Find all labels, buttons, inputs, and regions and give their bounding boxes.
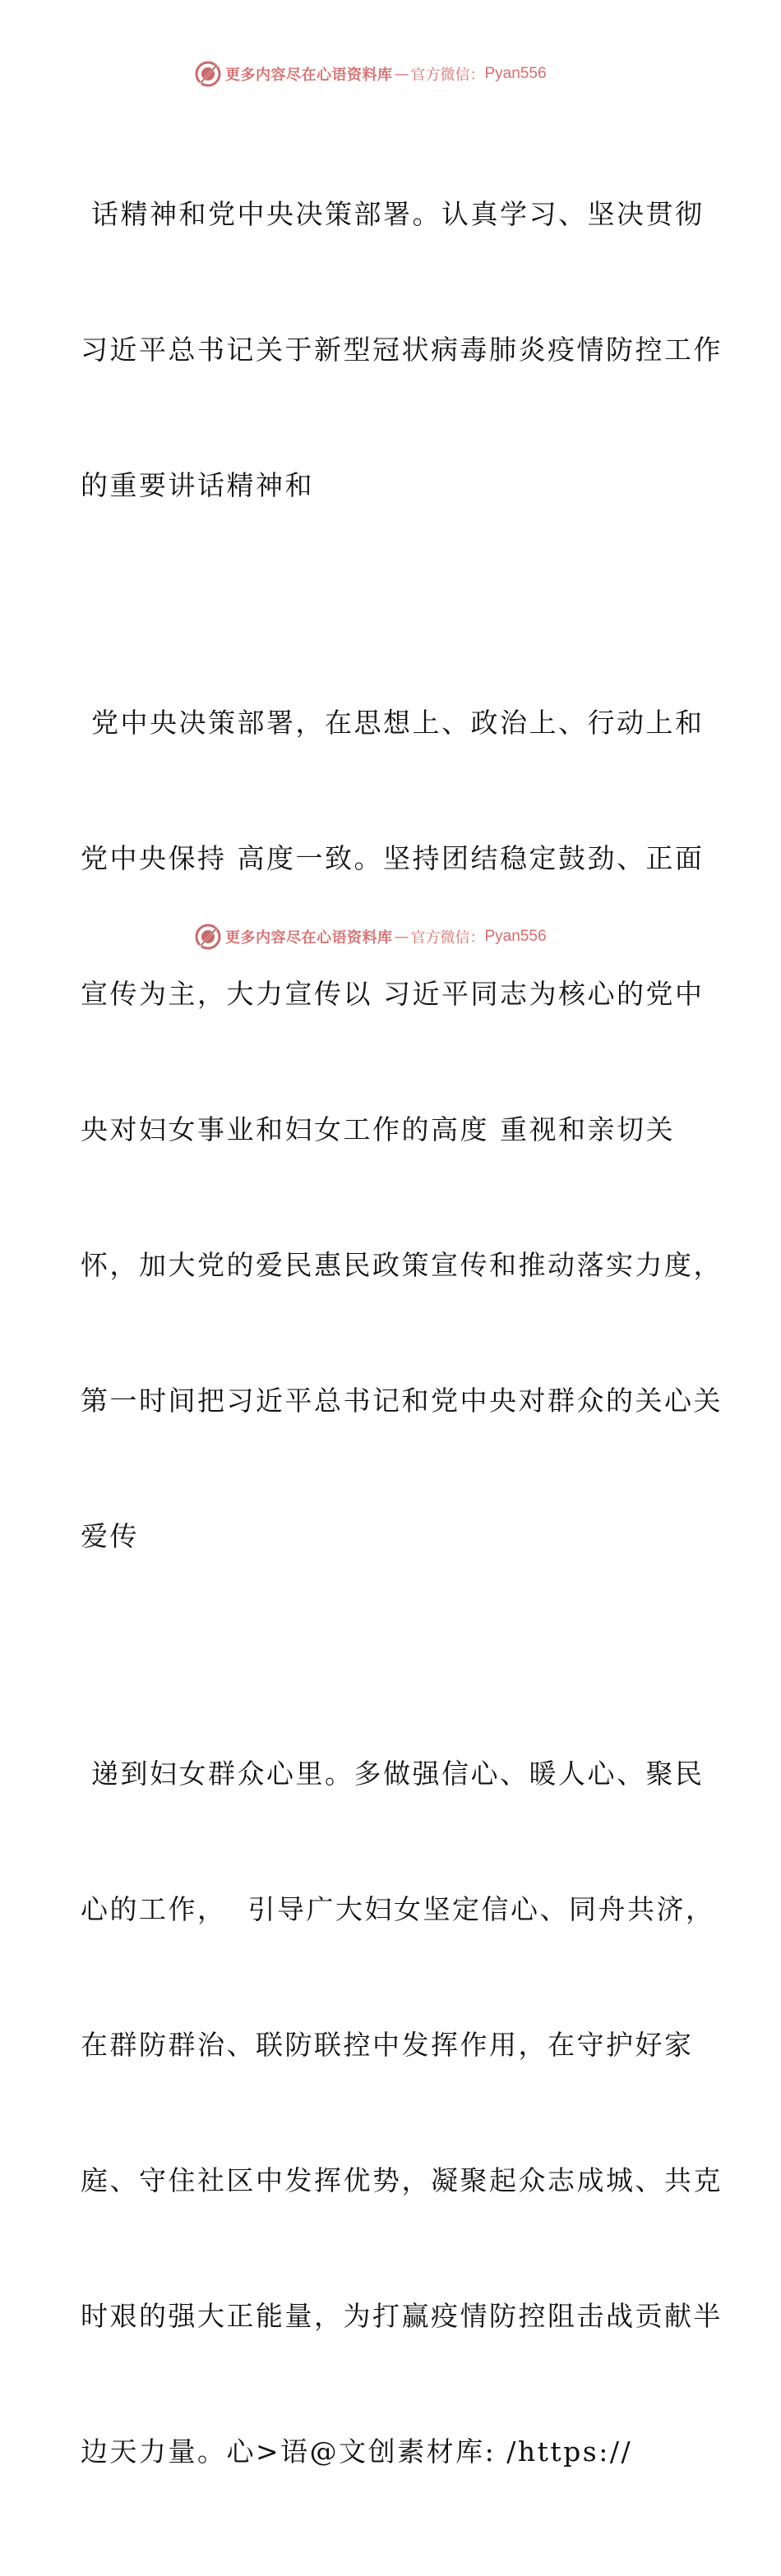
banner-wechat-id: Pyan556 bbox=[484, 928, 547, 945]
paragraph-1 bbox=[81, 101, 723, 598]
text-line: 党中央保持 高度一致。坚持团结稳定鼓劲、正面 bbox=[81, 842, 705, 874]
paragraph-3 bbox=[81, 1661, 723, 2564]
text-line: 习近平总书记关于新型冠状病毒肺炎疫情防控工作 bbox=[81, 334, 723, 366]
text-line: 递到妇女群众心里。多做强信心、暖人心、聚民 bbox=[81, 1758, 705, 1790]
text-line: 宣传为主，大力宣传以 习近平同志为核心的党中 bbox=[81, 978, 705, 1010]
banner-separator: — bbox=[394, 65, 409, 83]
banner-wechat-label: 官方微信： bbox=[410, 67, 485, 84]
text-line: 的重要讲话精神和 bbox=[81, 469, 314, 501]
banner-title: 更多内容尽在心语资料库 bbox=[225, 929, 393, 947]
text-line: 话精神和党中央决策部署。认真学习、坚决贯彻 bbox=[81, 198, 705, 230]
text-line: 爱传 bbox=[81, 1520, 139, 1552]
text-line: 第一时间把习近平总书记和党中央对群众的关心关 bbox=[81, 1385, 723, 1417]
banner-title: 更多内容尽在心语资料库 bbox=[225, 67, 393, 84]
header-watermark-banner bbox=[194, 60, 547, 88]
text-line: 庭、守住社区中发挥优势，凝聚起众志成城、共克 bbox=[81, 2164, 723, 2196]
footer-watermark-banner bbox=[194, 923, 547, 951]
feather-seal-logo-icon bbox=[194, 60, 222, 88]
text-line: 在群防群治、联防联控中发挥作用，在守护好家 bbox=[81, 2029, 694, 2061]
text-line: 党中央决策部署，在思想上、政治上、行动上和 bbox=[81, 707, 705, 739]
banner-wechat-id: Pyan556 bbox=[484, 65, 547, 82]
text-line: 心的工作， 引导广大妇女坚定信心、同舟共济， bbox=[81, 1893, 715, 1925]
banner-wechat-label: 官方微信： bbox=[410, 929, 485, 947]
feather-seal-logo-icon bbox=[194, 923, 222, 951]
banner-separator: — bbox=[394, 928, 409, 946]
text-line: 怀，加大党的爱民惠民政策宣传和推动落实力度， bbox=[81, 1249, 723, 1281]
text-line: 时艰的强大正能量，为打赢疫情防控阻击战贡献半 bbox=[81, 2300, 723, 2332]
text-line: 边天力量。心>语@文创素材库: /https:// bbox=[81, 2435, 633, 2468]
document-body bbox=[81, 101, 723, 2576]
paragraph-2 bbox=[81, 610, 723, 1649]
text-line: 央对妇女事业和妇女工作的高度 重视和亲切关 bbox=[81, 1113, 675, 1145]
